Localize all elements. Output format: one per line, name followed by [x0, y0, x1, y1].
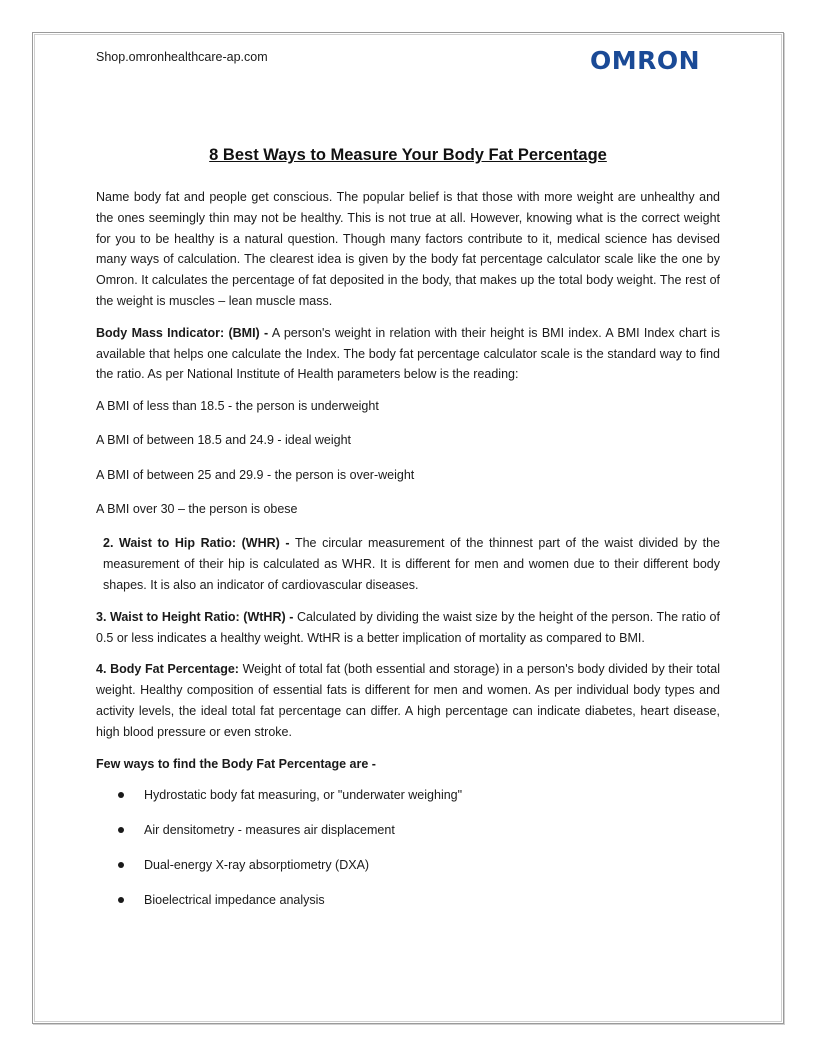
bmi-label: Body Mass Indicator: (BMI) -: [96, 325, 269, 340]
bmi-text: A person's weight in relation with their height is BMI index. A BMI Index chart is available that helps one calculate the Index. The body fat percentage calculator scale is the standard way to find the ratio. As per National Institute of Health parameters below is the reading:: [96, 325, 720, 382]
bmi-paragraph: [96, 323, 720, 385]
article-body: [96, 146, 720, 925]
bmi-reading: A BMI of between 18.5 and 24.9 - ideal weight: [96, 433, 352, 448]
intro-paragraph: Name body fat and people get conscious. The popular belief is that those with more weight are unhealthy and the ones seemingly thin may not be healthy. This is not true at all. However, knowing what is the correct weight for you to be healthy is a natural question. Though many factors contribute to it, medical science has devised many ways of calculation. The clearest idea is given by the body fat percentage calculator scale like the one by Omron. It calculates the percentage of fat deposited in the body, that makes up the total body weight. The rest of the weight is muscles – lean muscle mass.: [96, 190, 720, 308]
methods-list: [96, 785, 720, 910]
list-item: [118, 855, 720, 876]
bfp-label: 4. Body Fat Percentage:: [96, 662, 239, 677]
bullet-icon: [118, 862, 124, 868]
whr-paragraph: [96, 533, 720, 595]
bfp-paragraph: [96, 659, 720, 742]
methods-heading: Few ways to find the Body Fat Percentage are -: [96, 756, 376, 771]
wthr-text: Calculated by dividing the waist size by the height of the person. The ratio of 0.5 or less indicates a healthy weight. WtHR is a better implication of mortality as compared to BMI.: [96, 609, 720, 645]
wthr-paragraph: [96, 607, 720, 649]
omron-logo: OMRON: [590, 46, 701, 75]
list-item: [118, 785, 720, 806]
bmi-reading: A BMI over 30 – the person is obese: [96, 502, 298, 517]
list-item: [118, 890, 720, 911]
whr-label: 2. Waist to Hip Ratio: (WHR) -: [103, 536, 290, 551]
bmi-reading: A BMI of less than 18.5 - the person is underweight: [96, 399, 379, 414]
method-text: Dual-energy X-ray absorptiometry (DXA): [144, 857, 370, 872]
method-text: Bioelectrical impedance analysis: [144, 892, 325, 907]
bullet-icon: [118, 827, 124, 833]
whr-text: The circular measurement of the thinnest part of the waist divided by the measurement of their hip is calculated as WHR. It is different for men and women due to their different body shapes. It is also an indicator of cardiovascular diseases.: [103, 536, 720, 592]
method-text: Air densitometry - measures air displacement: [144, 823, 395, 838]
wthr-label: 3. Waist to Height Ratio: (WtHR) -: [96, 609, 294, 624]
bmi-reading: A BMI of between 25 and 29.9 - the person is over-weight: [96, 467, 415, 482]
article-title: 8 Best Ways to Measure Your Body Fat Percentage: [209, 146, 607, 164]
method-text: Hydrostatic body fat measuring, or "underwater weighing": [144, 788, 463, 803]
bfp-text: Weight of total fat (both essential and storage) in a person's body divided by their total weight. Healthy composition of essential fats is different for men and women. As per individual body types and activity levels, the ideal total fat percentage can differ. A high percentage can indicate diabetes, heart disease, high blood pressure or even stroke.: [96, 662, 720, 739]
bullet-icon: [118, 897, 124, 903]
bullet-icon: [118, 792, 124, 798]
site-url[interactable]: Shop.omronhealthcare-ap.com: [96, 50, 268, 64]
list-item: [118, 820, 720, 841]
